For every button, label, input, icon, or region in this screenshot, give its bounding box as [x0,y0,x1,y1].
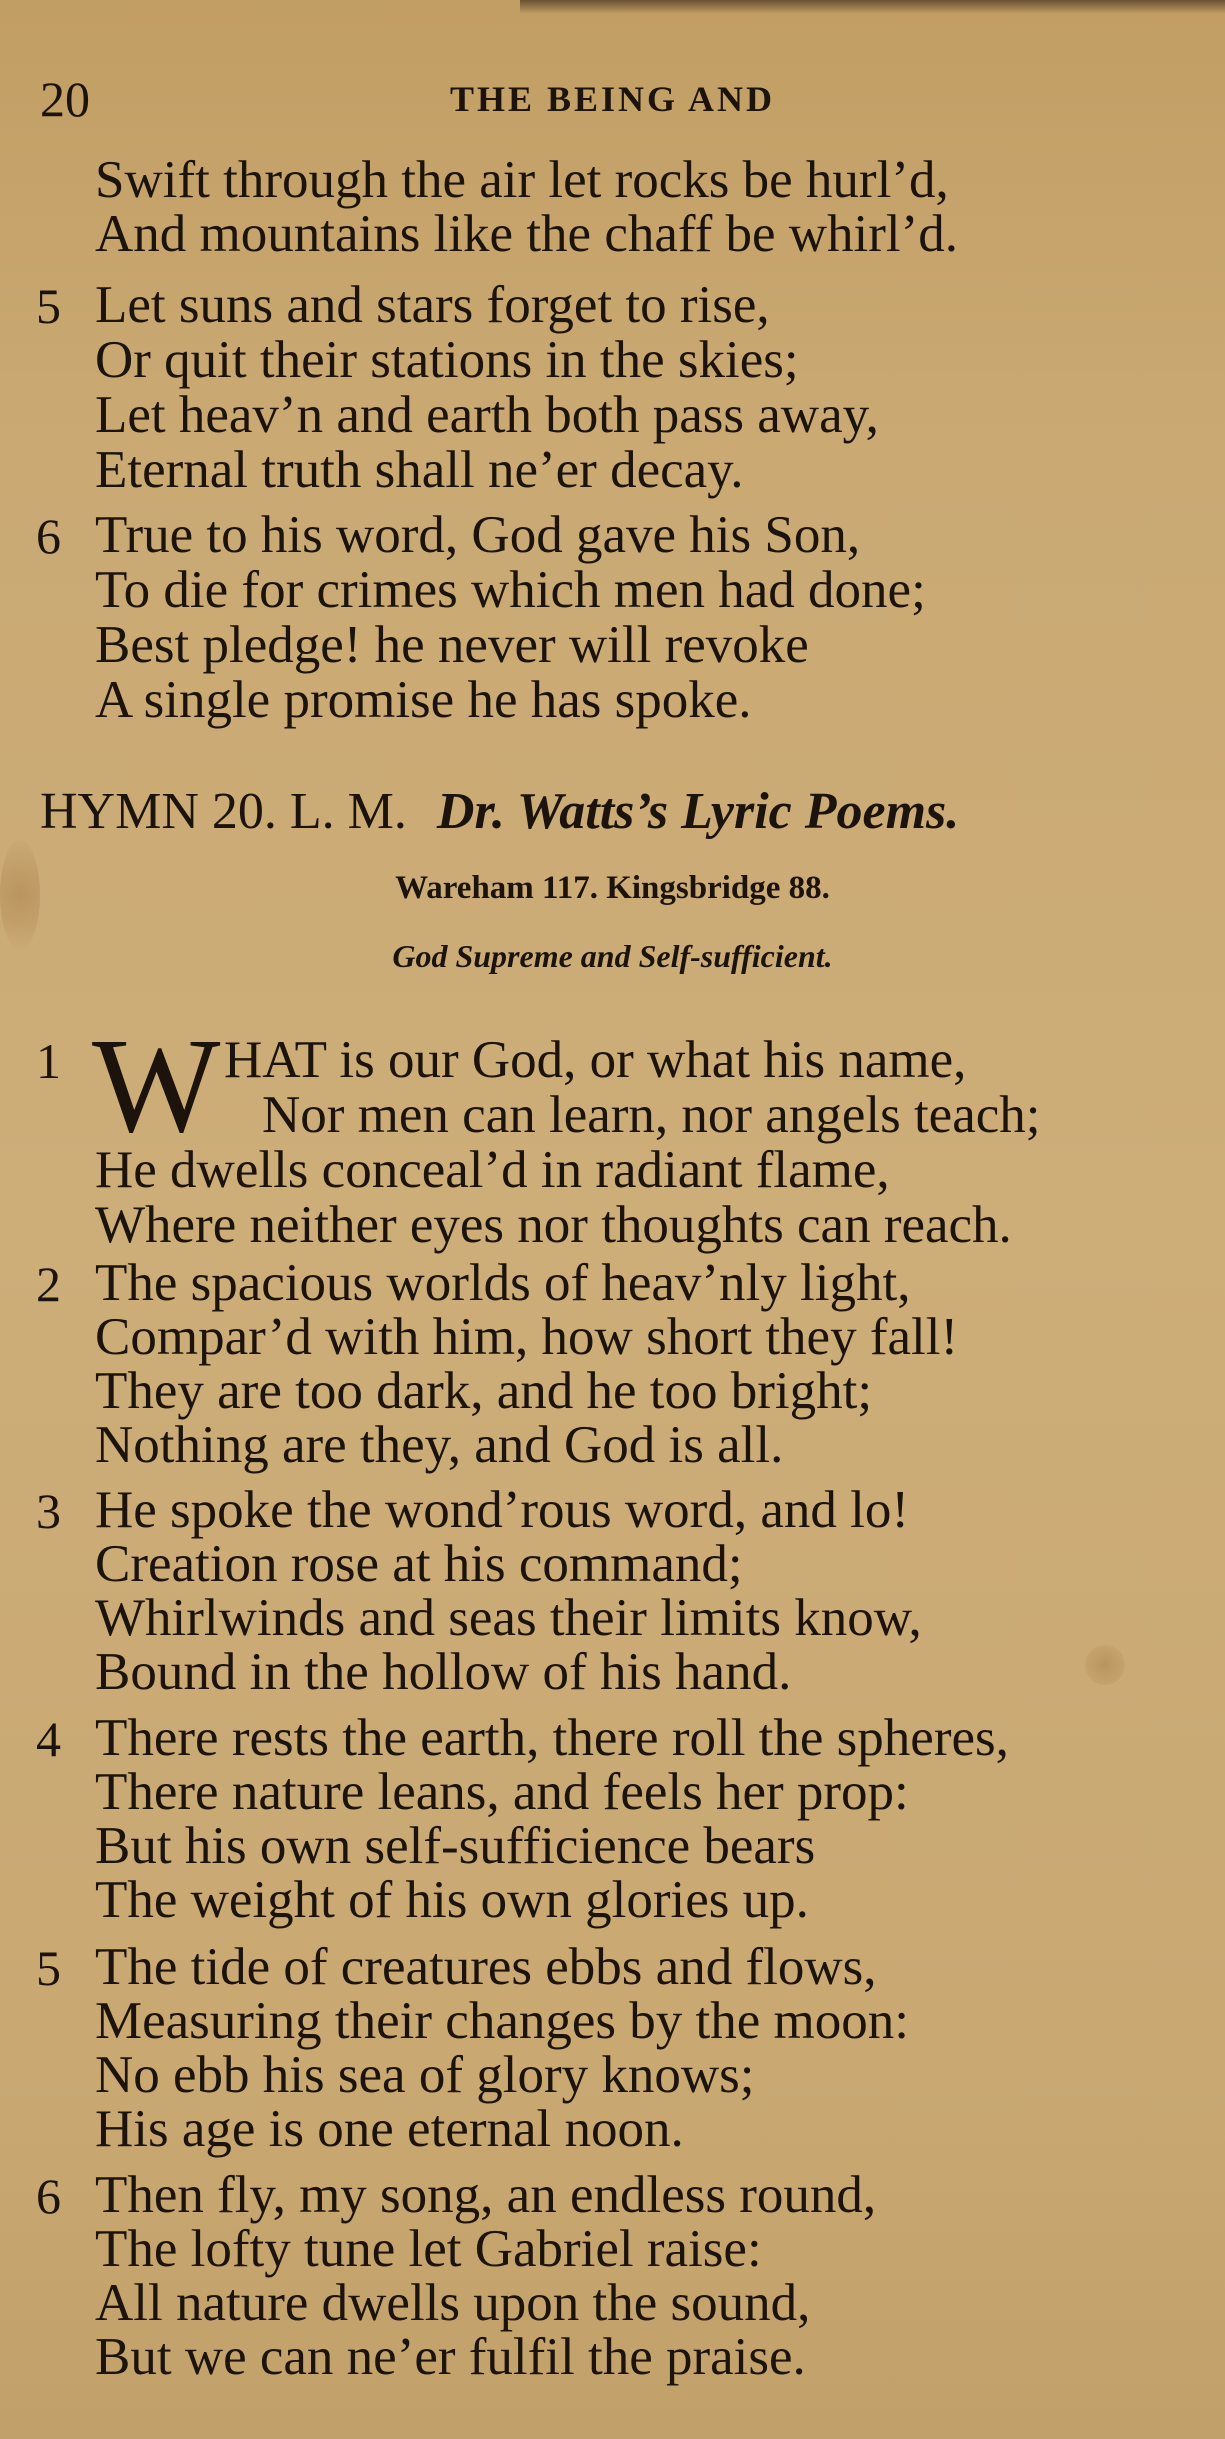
verse-number: 1 [36,1033,61,1089]
verse-line: Then fly, my song, an endless round, [95,2166,877,2224]
verse-line: Swift through the air let rocks be hurl’d, [95,151,949,209]
verse-line: Creation rose at his command; [95,1535,743,1593]
page-header [0,70,1225,130]
verse-line: A single promise he has spoke. [95,671,752,729]
verse-line: Measuring their changes by the moon: [95,1992,909,2050]
verse-line: He spoke the wond’rous word, and lo! [95,1481,909,1539]
paper-stain [1085,1645,1125,1685]
verse-line: Nothing are they, and God is all. [95,1416,784,1474]
verse-line: Nor men can learn, nor angels teach; [262,1086,1041,1144]
verse-number: 2 [36,1256,61,1312]
verse-line: The tide of creatures ebbs and flows, [95,1938,877,1996]
verse-line: Eternal truth shall ne’er decay. [95,441,744,499]
hymn-subject: God Supreme and Self-sufficient. [392,938,833,974]
verse-line: The weight of his own glories up. [95,1871,809,1929]
verse-line: The spacious worlds of heav’nly light, [95,1254,911,1312]
verse-line: But his own self-sufficience bears [95,1817,816,1875]
verse-line: There nature leans, and feels her prop: [95,1763,909,1821]
verse-line: Or quit their stations in the skies; [95,331,799,389]
verse-number: 5 [36,278,61,334]
verse-line: His age is one eternal noon. [95,2100,684,2158]
verse-number: 3 [36,1483,61,1539]
verse-number: 5 [36,1940,61,1996]
verse-line: There rests the earth, there roll the spheres, [95,1709,1009,1767]
running-head: THE BEING AND [449,79,776,119]
verse-number: 6 [36,508,61,564]
page-number: 20 [40,71,90,127]
verse-line: No ebb his sea of glory knows; [95,2046,755,2104]
verse-line: Best pledge! he never will revoke [95,616,809,674]
hymn-title [40,782,1200,841]
verse-line: Where neither eyes nor thoughts can reach. [95,1196,1012,1254]
drop-cap: W [92,1011,221,1161]
hymn-author: Dr. Watts’s Lyric Poems. [436,783,960,840]
verse-number: 4 [36,1711,61,1767]
verse-line: He dwells conceal’d in radiant flame, [95,1141,890,1199]
verse-line: Whirlwinds and seas their limits know, [95,1589,922,1647]
verse-line: And mountains like the chaff be whirl’d. [95,205,959,263]
hymn-number: HYMN 20. L. M. [40,783,407,840]
verse-line: To die for crimes which men had done; [95,561,926,619]
verse-line: But we can ne’er fulfil the praise. [95,2328,806,2386]
verse-line: The lofty tune let Gabriel raise: [95,2220,762,2278]
verse-line: Let suns and stars forget to rise, [95,276,770,334]
verse-line: They are too dark, and he too bright; [95,1362,873,1420]
verse-line: Let heav’n and earth both pass away, [95,386,879,444]
verse-line: Compar’d with him, how short they fall! [95,1308,959,1366]
tune-names: Wareham 117. Kingsbridge 88. [395,870,830,906]
verse-number: 6 [36,2168,61,2224]
page-edge-shadow [520,0,1225,14]
verse-line: True to his word, God gave his Son, [95,506,861,564]
verse-line: All nature dwells upon the sound, [95,2274,811,2332]
verse-line: Bound in the hollow of his hand. [95,1643,792,1701]
verse-line: HAT is our God, or what his name, [224,1031,967,1089]
